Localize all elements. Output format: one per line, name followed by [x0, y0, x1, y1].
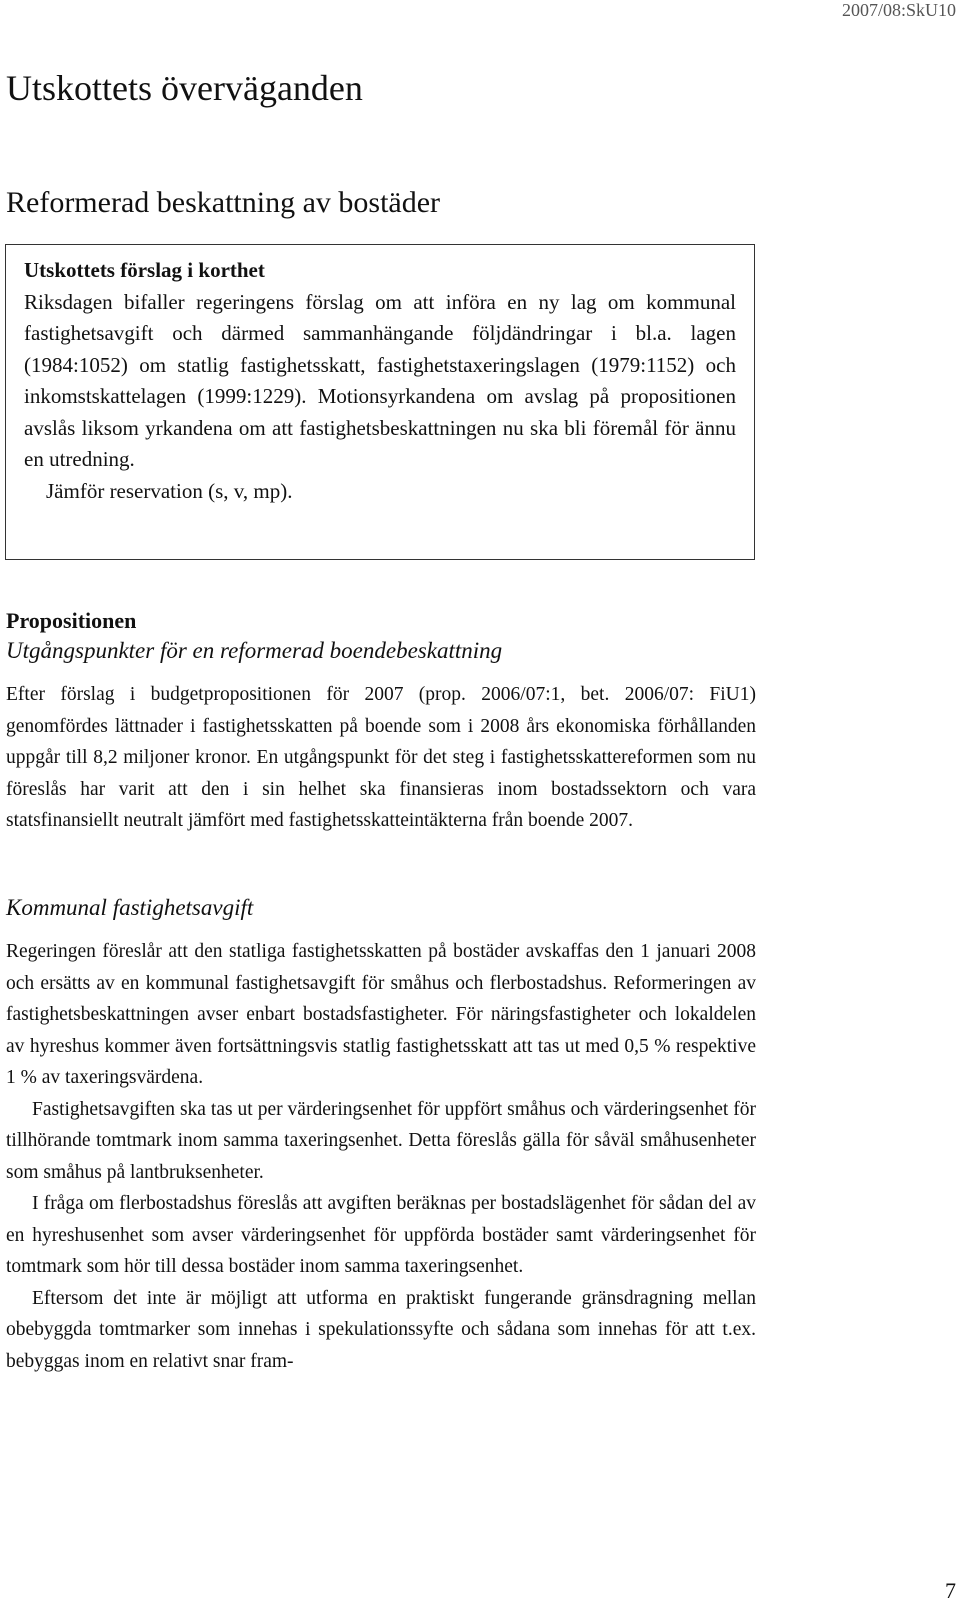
- propositionen-body: [6, 679, 756, 837]
- body-paragraph: Fastighetsavgiften ska tas ut per värderingsenhet för uppfört småhus och värderingsenhet för tillhörande tomtmark inom samma taxeringsenhet. Detta föreslås gälla för såväl småhusenheter som småhus på lantbruksenheter.: [6, 1098, 756, 1183]
- body-paragraph: Eftersom det inte är möjligt att utforma en praktiskt fungerande gränsdragning mellan obebyggda tomtmarker som innehas i spekulationssyfte och sådana som innehas för att t.ex. bebyggas inom en relativt snar fram-: [6, 1287, 756, 1372]
- section-title: Reformerad beskattning av bostäder: [6, 186, 441, 219]
- kommunal-heading: Kommunal fastighetsavgift: [6, 895, 254, 920]
- summary-box: [5, 244, 755, 560]
- page-title: Utskottets överväganden: [6, 68, 363, 108]
- document-reference: 2007/08:SkU10: [841, 0, 956, 20]
- body-paragraph: Efter förslag i budgetpropositionen för 2007 (prop. 2006/07:1, bet. 2006/07: FiU1) genomfördes lättnader i fastighetsskatten på boende som i 2008 års ekonomiska förhållanden uppgår till 8,2 miljoner kronor. En utgångspunkt för det steg i fastighetsskattereformen som nu föreslås har varit att den i sin helhet ska finansieras inom bostadssektorn och vara statsfinansiellt neutralt jämfört med fastighetsskatteintäkterna från boende 2007.: [6, 684, 756, 831]
- kommunal-body: [6, 936, 756, 1377]
- summary-heading: Utskottets förslag i korthet: [24, 258, 265, 282]
- utgangspunkter-heading: Utgångspunkter för en reformerad boendebeskattning: [6, 638, 503, 663]
- summary-paragraph: Riksdagen bifaller regeringens förslag om att införa en ny lag om kommunal fastighetsavgift och därmed sammanhängande följdändringar i bl.a. lagen (1984:1052) om statlig fastighetsskatt, fastighetstaxeringslagen (1979:1152) och inkomstskattelagen (1999:1229). Motionsyrkandena om avslag på propositionen avslås liksom yrkandena om att fastighetsbeskattningen nu ska bli föremål för ännu en utredning.: [24, 289, 736, 471]
- page-number: 7: [945, 1578, 956, 1603]
- body-paragraph: I fråga om flerbostadshus föreslås att avgiften beräknas per bostadslägenhet för sådan del av en hyreshusenhet som avser värderingsenhet för uppförda bostäder samt värderingsenhet för tomtmark som hör till dessa bostäder inom samma taxeringsenhet.: [6, 1193, 756, 1277]
- reservation-note: Jämför reservation (s, v, mp).: [46, 478, 293, 503]
- body-paragraph: Regeringen föreslår att den statliga fastighetsskatten på bostäder avskaffas den 1 januari 2008 och ersätts av en kommunal fastighetsavgift för småhus och flerbostadshus. Reformeringen av fastighetsbeskattningen avser enbart bostadsfastigheter. För näringsfastigheter och lokaldelen av hyreshus kommer även fortsättningsvis statlig fastighetsskatt att tas ut med 0,5 % respektive 1 % av taxeringsvärdena.: [6, 941, 756, 1088]
- propositionen-heading: Propositionen: [6, 608, 137, 633]
